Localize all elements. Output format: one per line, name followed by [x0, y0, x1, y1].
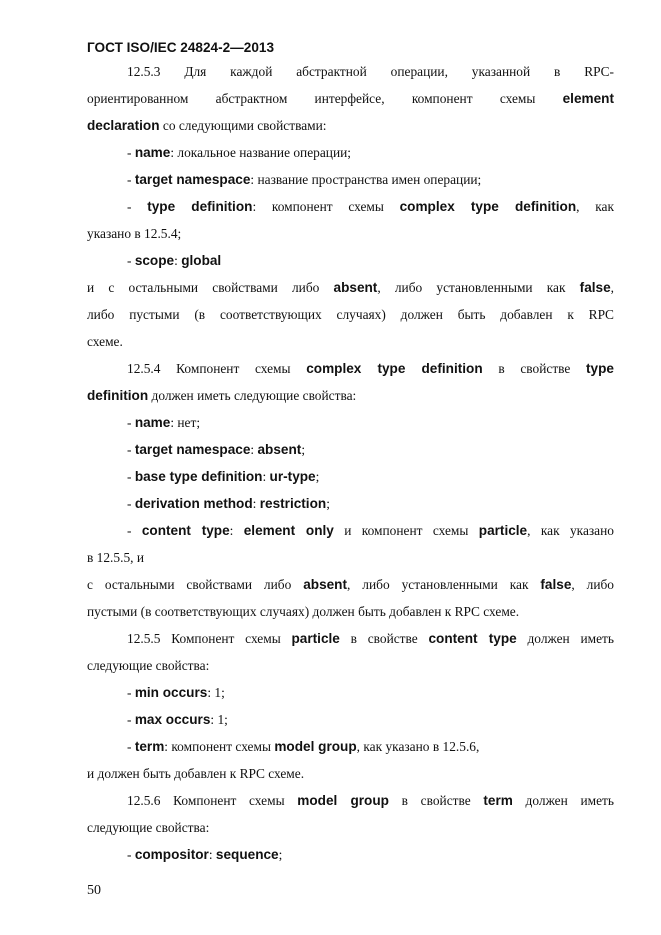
text-segment: ориентированном абстрактном интерфейсе, компонент схемы	[87, 91, 563, 106]
text-line	[87, 517, 614, 544]
text-segment: -	[127, 496, 135, 511]
text-segment: со следующими свойствами:	[159, 118, 327, 133]
schema-term: particle	[478, 523, 528, 538]
schema-term: false	[579, 280, 611, 295]
text-segment: -	[127, 739, 135, 754]
schema-term: complex type definition	[399, 199, 577, 214]
text-line	[87, 355, 614, 382]
schema-term: element only	[243, 523, 334, 538]
text-line	[87, 571, 614, 598]
schema-term: ur-type	[269, 469, 316, 484]
schema-term: min occurs	[134, 685, 208, 700]
text-line	[87, 166, 614, 193]
text-segment: -	[127, 847, 135, 862]
text-segment: должен иметь	[512, 793, 614, 808]
text-segment: -	[127, 469, 135, 484]
text-line	[87, 112, 614, 139]
text-segment: , как	[576, 199, 614, 214]
text-segment: :	[208, 847, 216, 862]
text-line	[87, 409, 614, 436]
text-segment: должен иметь следующие свойства:	[148, 388, 357, 403]
text-segment: : нет;	[170, 415, 201, 430]
text-segment: в свойстве	[388, 793, 484, 808]
text-line	[87, 841, 614, 868]
text-segment: , как указано в 12.5.6,	[356, 739, 480, 754]
text-line	[87, 139, 614, 166]
text-line	[87, 463, 614, 490]
text-segment: -	[127, 199, 148, 214]
schema-term: absent	[333, 280, 378, 295]
schema-term: scope	[134, 253, 175, 268]
text-segment: либо пустыми (в соответствующих случаях) должен быть добавлен к RPC	[87, 307, 614, 322]
schema-term: absent	[303, 577, 348, 592]
text-segment: должен иметь	[516, 631, 614, 646]
text-line	[87, 436, 614, 463]
text-segment: и должен быть добавлен к RPC схеме.	[87, 766, 305, 781]
schema-term: model group	[274, 739, 357, 754]
text-line	[87, 85, 614, 112]
text-segment: 12.5.4 Компонент схемы	[127, 361, 307, 376]
schema-term: name	[134, 415, 171, 430]
text-line	[87, 328, 614, 355]
schema-term: definition	[87, 388, 149, 403]
text-segment: следующие свойства:	[87, 658, 210, 673]
text-line	[87, 625, 614, 652]
schema-term: target namespace	[134, 172, 251, 187]
text-segment: , либо установленными как	[377, 280, 580, 295]
text-segment: с остальными свойствами либо	[87, 577, 304, 592]
text-segment: в свойстве	[482, 361, 587, 376]
text-segment: -	[127, 685, 135, 700]
schema-term: model group	[297, 793, 389, 808]
text-segment: следующие свойства:	[87, 820, 210, 835]
text-line	[87, 652, 614, 679]
schema-term: type definition	[147, 199, 253, 214]
text-segment: -	[127, 172, 135, 187]
text-line	[87, 598, 614, 625]
schema-term: term	[134, 739, 165, 754]
schema-term: declaration	[87, 118, 160, 133]
text-segment: : 1;	[207, 685, 225, 700]
schema-term: type	[586, 361, 614, 376]
text-segment: ;	[301, 442, 306, 457]
schema-term: particle	[291, 631, 340, 646]
text-segment: : компонент схемы	[252, 199, 400, 214]
text-line	[87, 274, 614, 301]
text-line	[87, 733, 614, 760]
text-line	[87, 382, 614, 409]
schema-term: term	[483, 793, 513, 808]
schema-term: complex type definition	[306, 361, 483, 376]
text-line	[87, 760, 614, 787]
text-line	[87, 679, 614, 706]
text-line	[87, 814, 614, 841]
document-body	[87, 58, 614, 868]
text-segment: -	[127, 415, 135, 430]
text-segment: -	[127, 442, 135, 457]
schema-term: element	[562, 91, 614, 106]
text-segment: -	[127, 145, 135, 160]
text-line	[87, 193, 614, 220]
text-segment: в свойстве	[339, 631, 429, 646]
text-line	[87, 58, 614, 85]
text-segment: : 1;	[210, 712, 228, 727]
text-line	[87, 247, 614, 274]
text-segment: : компонент схемы	[164, 739, 275, 754]
text-segment: :	[262, 469, 270, 484]
schema-term: name	[134, 145, 171, 160]
text-segment: :	[229, 523, 244, 538]
text-line	[87, 544, 614, 571]
schema-term: global	[181, 253, 222, 268]
text-line	[87, 220, 614, 247]
text-segment: : локальное название операции;	[170, 145, 352, 160]
text-segment: , либо	[571, 577, 615, 592]
text-segment: ;	[278, 847, 283, 862]
text-segment: ,	[610, 280, 615, 295]
text-segment: : название пространства имен операции;	[250, 172, 482, 187]
text-segment: 12.5.6 Компонент схемы	[127, 793, 298, 808]
text-segment: :	[250, 442, 258, 457]
page-number: 50	[87, 883, 101, 898]
page-header-standard-title: ГОСТ ISO/IEC 24824-2—2013	[87, 40, 275, 55]
schema-term: content type	[141, 523, 230, 538]
text-line	[87, 706, 614, 733]
schema-term: absent	[257, 442, 302, 457]
text-segment: , как указано	[527, 523, 614, 538]
schema-term: sequence	[215, 847, 279, 862]
text-segment: :	[174, 253, 182, 268]
text-segment: и компонент схемы	[333, 523, 479, 538]
text-segment: в 12.5.5, и	[87, 550, 145, 565]
text-segment: пустыми (в соответствующих случаях) должен быть добавлен к RPC схеме.	[87, 604, 520, 619]
schema-term: target namespace	[134, 442, 251, 457]
text-line	[87, 490, 614, 517]
text-segment: 12.5.5 Компонент схемы	[127, 631, 292, 646]
schema-term: max occurs	[134, 712, 211, 727]
text-segment: и с остальными свойствами либо	[87, 280, 334, 295]
text-segment: ;	[315, 469, 320, 484]
text-segment: 12.5.3 Для каждой абстрактной операции, указанной в RPC-	[127, 64, 614, 79]
text-segment: указано в 12.5.4;	[87, 226, 182, 241]
text-segment: -	[127, 712, 135, 727]
text-segment: -	[127, 523, 142, 538]
schema-term: derivation method	[134, 496, 253, 511]
schema-term: base type definition	[134, 469, 263, 484]
schema-term: compositor	[134, 847, 209, 862]
schema-term: restriction	[259, 496, 327, 511]
text-segment: ;	[326, 496, 330, 511]
text-segment: схеме.	[87, 334, 123, 349]
schema-term: false	[540, 577, 572, 592]
text-segment: :	[252, 496, 260, 511]
text-line	[87, 301, 614, 328]
text-line	[87, 787, 614, 814]
text-segment: -	[127, 253, 135, 268]
text-segment: , либо установленными как	[347, 577, 541, 592]
schema-term: content type	[428, 631, 517, 646]
